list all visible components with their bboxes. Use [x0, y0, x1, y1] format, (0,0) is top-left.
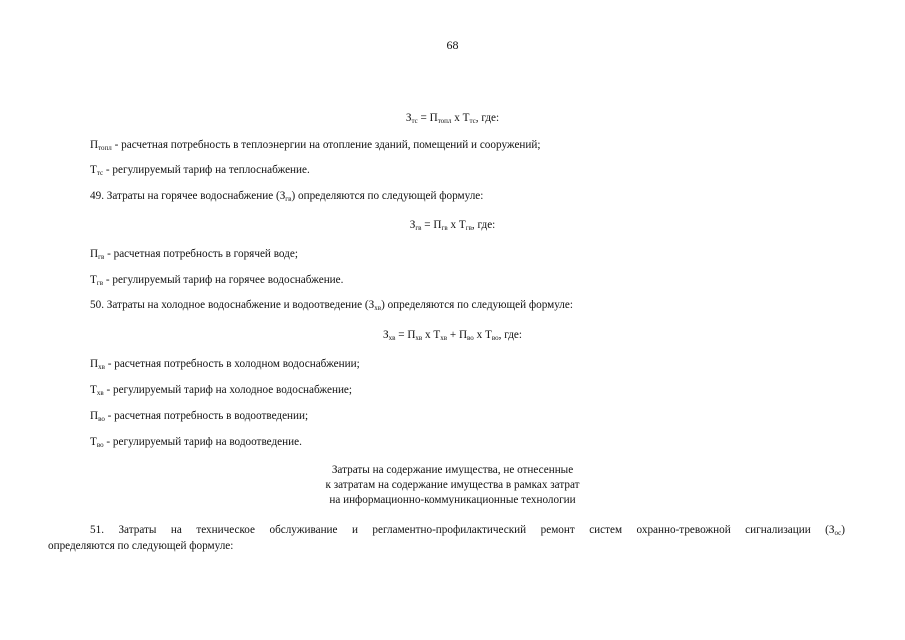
definition-cold-water-tariff: $Т_{хв}$ - регулируемый тариф на холодное водоснабжение;: [90, 384, 353, 397]
paragraph-51: [48, 522, 845, 554]
definition-hot-water-tariff: $Т_{гв}$ - регулируемый тариф на горячее водоснабжение.: [90, 274, 344, 287]
paragraph-51-line-2: определяются по следующей формуле:: [48, 540, 234, 552]
formula-cold-water: $З_{хв} = П_{хв}$ х $Т_{хв} + П_{во}$ х $Т_{во}$, где:: [383, 329, 522, 342]
formula-hot-water: $З_{гв} = П_{гв}$ х $Т_{гв}$, где:: [409, 219, 496, 232]
section-heading-line-2: к затратам на содержание имущества в рамках затрат: [325, 479, 580, 491]
paragraph-50: 50. Затраты на холодное водоснабжение и водоотведение $(З_{хв})$ определяются по следующей формуле:: [90, 299, 573, 312]
page-number: 68: [446, 38, 459, 52]
section-heading-line-3: на информационно-коммуникационные технологии: [329, 494, 576, 506]
definition-heating-need: $П_{топл}$ - расчетная потребность в теплоэнергии на отопление зданий, помещений и сооружений;: [90, 139, 541, 152]
definition-hot-water-need: $П_{гв}$ - расчетная потребность в горячей воде;: [90, 248, 298, 261]
definition-drainage-tariff: $Т_{во}$ - регулируемый тариф на водоотведение.: [90, 436, 302, 449]
formula-heating: $З_{тс} = П_{топл}$ х $Т_{тс}$, где:: [405, 112, 500, 125]
definition-heating-tariff: $Т_{тс}$ - регулируемый тариф на теплоснабжение.: [90, 164, 310, 177]
definition-drainage-need: $П_{во}$ - расчетная потребность в водоотведении;: [90, 410, 309, 423]
section-heading-line-1: Затраты на содержание имущества, не отнесенные: [331, 464, 574, 476]
definition-cold-water-need: $П_{хв}$ - расчетная потребность в холодном водоснабжении;: [90, 358, 360, 371]
paragraph-49: 49. Затраты на горячее водоснабжение $(З_{гв})$ определяются по следующей формуле:: [90, 190, 484, 203]
paragraph-51-line-1: 51. Затраты на техническое обслуживание и регламентно-профилактический ремонт систем охранно-тревожной сигнализации $(З_{ос})$: [90, 524, 845, 537]
